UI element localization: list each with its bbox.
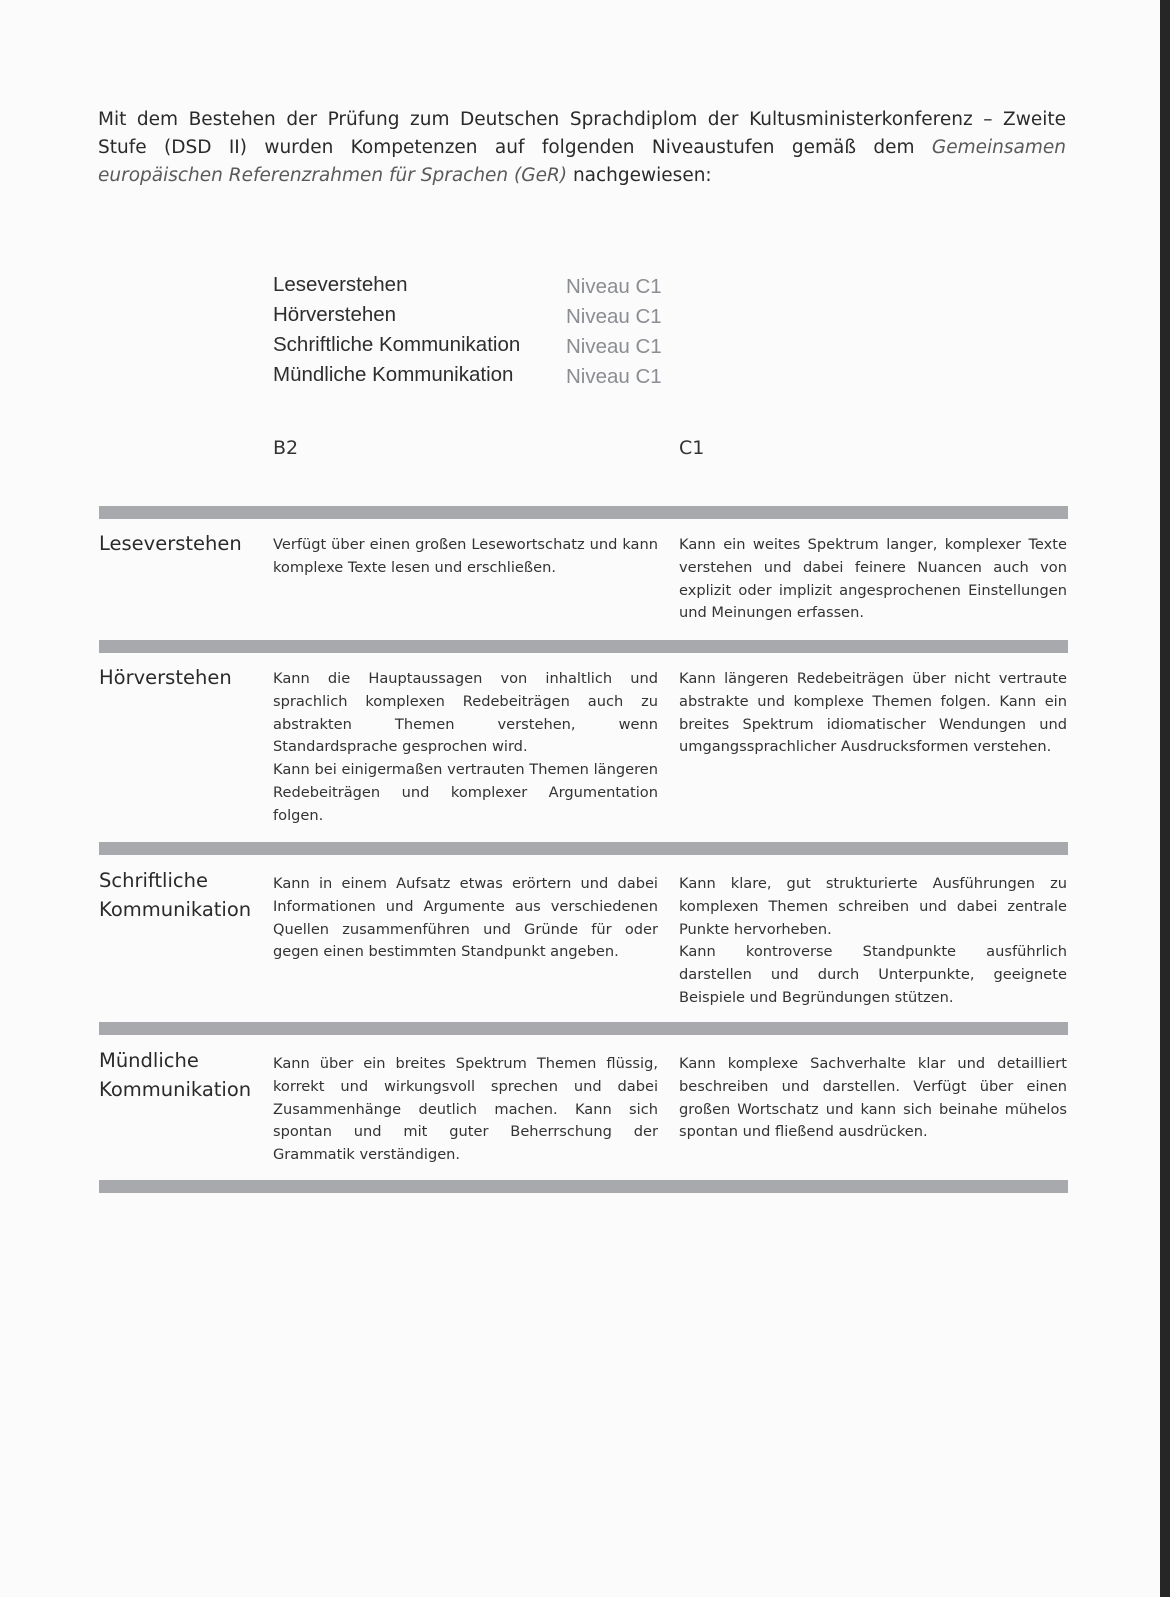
level-value: Niveau C1: [566, 365, 662, 388]
row-label-muendliche-kommunikation: Mündliche Kommunikation: [99, 1049, 252, 1101]
page-edge: [1160, 0, 1170, 1597]
cell-c1-leseverstehen: Kann ein weites Spektrum langer, komplexer Texte verstehen und dabei feinere Nuancen auch von explizit oder implizit angesprochenen Einstellungen und Meinungen erfassen.: [679, 536, 1067, 622]
level-value: Niveau C1: [566, 335, 662, 358]
table-divider: [99, 842, 1068, 855]
cell-b2-schriftliche-kommunikation: Kann in einem Aufsatz etwas erörtern und dabei Informationen und Argumente aus verschiedenen Quellen zusammenführen und Gründe für oder gegen einen bestimmten Standpunkt angeben.: [273, 875, 658, 961]
row-label-hoerverstehen: Hörverstehen: [99, 666, 232, 689]
column-header-c1: C1: [679, 437, 705, 459]
row-label-leseverstehen: Leseverstehen: [99, 532, 242, 555]
cell-c1-muendliche-kommunikation: Kann komplexe Sachverhalte klar und detailliert beschreiben und darstellen. Verfügt über einen großen Wortschatz und kann sich beinahe mühelos spontan und fließend ausdrücken.: [679, 1055, 1067, 1141]
cell-b2-leseverstehen: Verfügt über einen großen Lesewortschatz und kann komplexe Texte lesen und erschließen.: [273, 536, 658, 576]
intro-text-part1: Mit dem Bestehen der Prüfung zum Deutschen Sprachdiplom der Kultusministerkonferenz – Zweite Stufe (DSD II) wurden Kompetenzen auf folgenden Niveaustufen gemäß dem: [98, 109, 1066, 158]
cell-c1-schriftliche-kommunikation: Kann klare, gut strukturierte Ausführungen zu komplexen Themen schreiben und dabei zentrale Punkte hervorheben. Kann kontroverse Standpunkte ausführlich darstellen und durch Unterpunkte, geeignete Beispiele und Begründungen stützen.: [679, 875, 1067, 1006]
column-header-b2: B2: [273, 437, 299, 459]
cell-b2-muendliche-kommunikation: Kann über ein breites Spektrum Themen flüssig, korrekt und wirkungsvoll sprechen und dabei Zusammenhänge deutlich machen. Kann sich spontan und mit guter Beherrschung der Grammatik verständigen.: [273, 1055, 658, 1164]
row-label-schriftliche-kommunikation: Schriftliche Kommunikation: [99, 869, 252, 921]
table-divider: [99, 1180, 1068, 1193]
level-skill-name: Leseverstehen: [273, 273, 408, 296]
cell-c1-hoerverstehen: Kann längeren Redebeiträgen über nicht vertraute abstrakte und komplexe Themen folgen. Kann ein breites Spektrum idiomatischer Wendungen und umgangssprachlicher Ausdrucksformen verstehen.: [679, 670, 1067, 756]
table-divider: [99, 1022, 1068, 1035]
level-skill-name: Mündliche Kommunikation: [273, 363, 514, 386]
intro-paragraph: [98, 106, 1066, 190]
cell-b2-hoerverstehen: Kann die Hauptaussagen von inhaltlich und sprachlich komplexen Redebeiträgen auch zu abstrakten Themen verstehen, wenn Standardsprache gesprochen wird. Kann bei einigermaßen vertrauten Themen längeren Redebeiträgen und komplexer Argumentation folgen.: [273, 670, 658, 824]
table-divider: [99, 640, 1068, 653]
intro-text-part2: nachgewiesen:: [567, 165, 712, 186]
intro-text-italic: Gemeinsamen europäischen Referenzrahmen für Sprachen (GeR): [98, 137, 1066, 186]
table-divider: [99, 506, 1068, 519]
level-value: Niveau C1: [566, 305, 662, 328]
level-skill-name: Hörverstehen: [273, 303, 397, 326]
level-value: Niveau C1: [566, 275, 662, 298]
level-skill-name: Schriftliche Kommunikation: [273, 333, 521, 356]
